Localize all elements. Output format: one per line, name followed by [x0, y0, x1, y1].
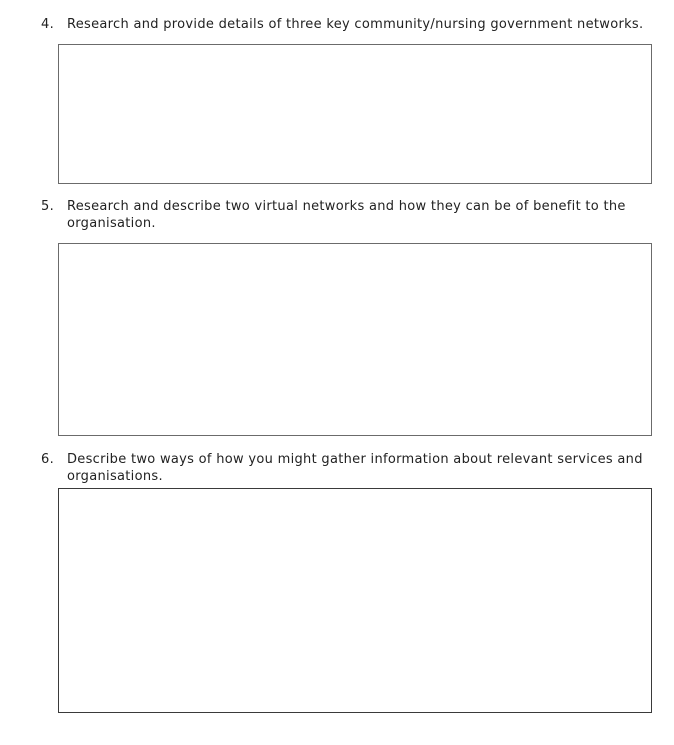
question-number: 4. [41, 17, 55, 32]
answer-box-5[interactable] [58, 243, 652, 436]
question-number: 5. [41, 199, 55, 214]
question-number: 6. [41, 452, 55, 467]
question-text: Describe two ways of how you might gather information about relevant services and organisations. [67, 452, 643, 484]
question-text: Research and provide details of three key community/nursing government networks. [67, 17, 644, 32]
answer-box-6[interactable] [58, 488, 652, 713]
answer-box-4[interactable] [58, 44, 652, 184]
question-text: Research and describe two virtual networks and how they can be of benefit to the organisation. [67, 199, 626, 231]
